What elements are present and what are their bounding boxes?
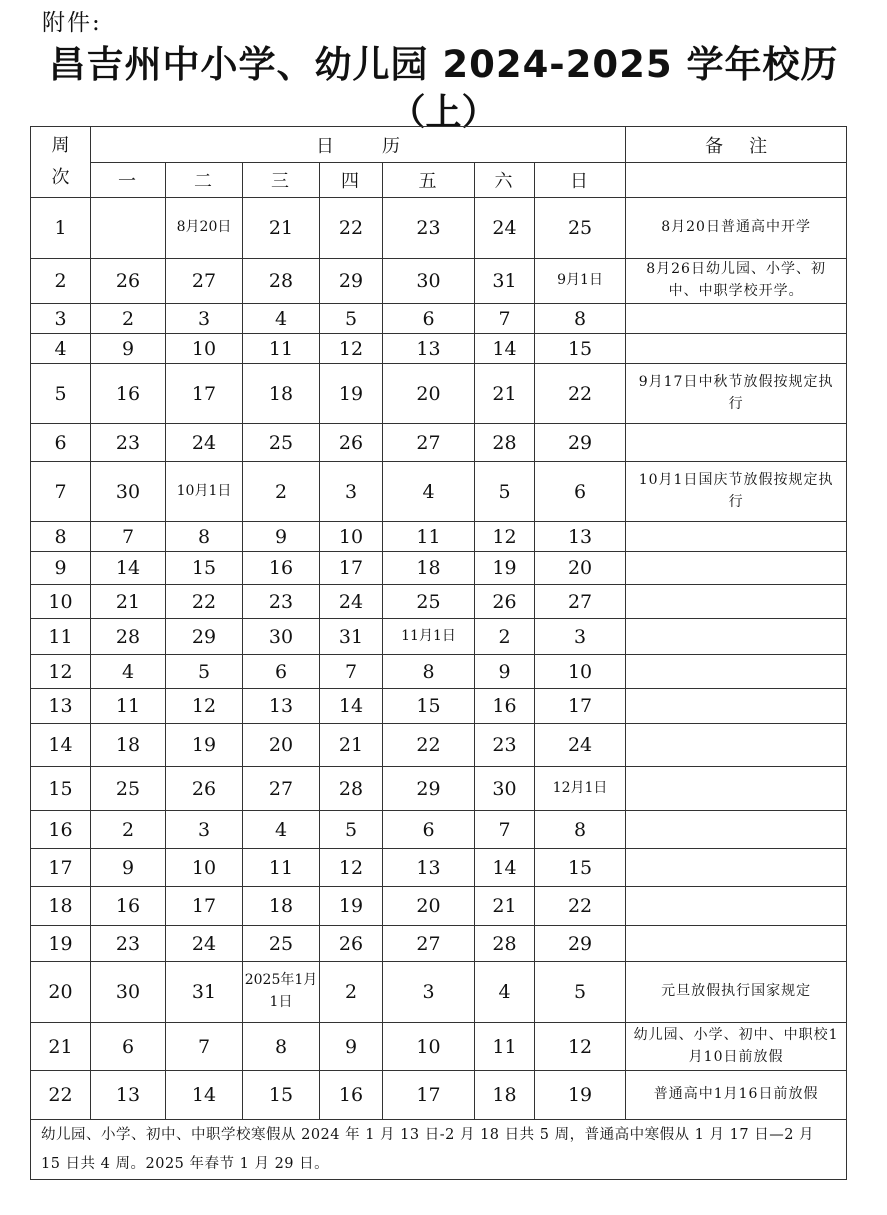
note-cell [626,887,847,926]
week-row [31,962,847,1023]
day-cell: 12 [475,522,535,552]
note-cell [626,767,847,811]
week-row [31,926,847,962]
day-cell: 6 [383,811,475,849]
week-column-header [31,127,91,198]
day-cell: 23 [91,926,166,962]
day-cell: 31 [166,962,243,1023]
week-number: 13 [31,689,91,724]
day-cell: 8月20日 [166,198,243,259]
week-number: 22 [31,1071,91,1120]
day-cell: 22 [166,585,243,619]
note-cell [626,334,847,364]
day-cell: 10 [383,1023,475,1071]
day-cell: 7 [166,1023,243,1071]
day-cell: 2 [91,304,166,334]
notes-subheader-blank [626,163,847,198]
day-cell: 5 [320,811,383,849]
week-number: 10 [31,585,91,619]
day-header: 六 [475,163,535,198]
day-cell: 25 [243,424,320,462]
attachment-label: 附件: [42,10,102,36]
day-cell: 11 [91,689,166,724]
note-cell [626,424,847,462]
day-cell: 29 [383,767,475,811]
week-number: 17 [31,849,91,887]
day-cell: 14 [320,689,383,724]
day-cell: 20 [243,724,320,767]
day-cell: 18 [91,724,166,767]
day-cell: 23 [91,424,166,462]
day-cell: 12 [535,1023,626,1071]
day-cell: 5 [166,655,243,689]
day-cell: 9月1日 [535,259,626,304]
day-cell: 24 [166,424,243,462]
day-cell: 26 [475,585,535,619]
day-cell: 22 [383,724,475,767]
day-cell: 4 [243,304,320,334]
week-header-top: 周 [51,134,70,156]
day-cell: 9 [243,522,320,552]
day-cell: 20 [535,552,626,585]
day-cell: 7 [475,811,535,849]
week-row [31,259,847,304]
day-cell: 3 [166,304,243,334]
note-cell [626,655,847,689]
week-number: 19 [31,926,91,962]
day-cell: 14 [475,334,535,364]
day-cell: 3 [320,462,383,522]
note-cell: 10月1日国庆节放假按规定执行 [626,462,847,522]
day-cell: 12 [320,334,383,364]
week-row [31,689,847,724]
day-cell: 26 [166,767,243,811]
day-header: 三 [243,163,320,198]
day-cell: 4 [475,962,535,1023]
day-cell: 10 [535,655,626,689]
week-row [31,585,847,619]
note-cell [626,585,847,619]
day-cell: 28 [243,259,320,304]
day-cell: 16 [91,887,166,926]
note-cell: 8月26日幼儿园、小学、初中、中职学校开学。 [626,259,847,304]
note-cell [626,522,847,552]
day-cell: 26 [320,424,383,462]
day-cell: 15 [243,1071,320,1120]
calendar-header [91,127,626,163]
day-header: 日 [535,163,626,198]
day-cell: 10月1日 [166,462,243,522]
week-row [31,462,847,522]
day-cell: 23 [475,724,535,767]
note-cell: 8月20日普通高中开学 [626,198,847,259]
day-cell: 22 [535,364,626,424]
week-row [31,849,847,887]
week-number: 11 [31,619,91,655]
day-cell: 18 [243,364,320,424]
page-title: 昌吉州中小学、幼儿园 2024-2025 学年校历 [48,43,839,86]
day-cell: 9 [475,655,535,689]
day-cell: 23 [383,198,475,259]
day-cell: 21 [320,724,383,767]
day-cell: 17 [383,1071,475,1120]
day-cell: 10 [166,334,243,364]
day-cell: 29 [535,424,626,462]
day-cell: 7 [320,655,383,689]
day-cell: 24 [320,585,383,619]
day-cell: 15 [535,334,626,364]
day-cell: 27 [535,585,626,619]
day-header: 五 [383,163,475,198]
week-number: 16 [31,811,91,849]
day-cell: 5 [535,962,626,1023]
day-cell: 9 [320,1023,383,1071]
day-cell: 14 [91,552,166,585]
week-number: 14 [31,724,91,767]
week-row [31,334,847,364]
day-cell: 14 [166,1071,243,1120]
day-cell: 2 [243,462,320,522]
day-cell: 21 [475,364,535,424]
day-cell: 22 [320,198,383,259]
week-number: 3 [31,304,91,334]
day-cell: 9 [91,849,166,887]
day-cell: 30 [383,259,475,304]
vacation-footnote: 幼儿园、小学、初中、中职学校寒假从 2024 年 1 月 13 日-2 月 18 日共 5 周，普通高中寒假从 1 月 17 日—2 月 15 日共 4 周。2025 年春节 1 月 29 日。 [31,1120,847,1180]
day-cell: 18 [243,887,320,926]
day-cell: 21 [475,887,535,926]
day-cell: 18 [383,552,475,585]
day-cell: 9 [91,334,166,364]
note-cell: 普通高中1月16日前放假 [626,1071,847,1120]
note-cell: 9月17日中秋节放假按规定执行 [626,364,847,424]
week-row [31,767,847,811]
day-cell: 7 [475,304,535,334]
notes-header [626,127,847,163]
day-header: 四 [320,163,383,198]
day-cell: 8 [166,522,243,552]
day-cell: 3 [166,811,243,849]
day-cell: 13 [243,689,320,724]
week-number: 4 [31,334,91,364]
day-cell: 30 [91,462,166,522]
week-row [31,304,847,334]
day-cell: 17 [320,552,383,585]
day-cell: 12 [320,849,383,887]
day-cell: 24 [475,198,535,259]
day-cell: 12月1日 [535,767,626,811]
note-cell [626,811,847,849]
school-calendar-table [30,126,847,1180]
page-subtitle: （上） [389,92,498,133]
note-cell [626,552,847,585]
day-cell: 25 [535,198,626,259]
day-cell: 31 [475,259,535,304]
day-cell: 27 [166,259,243,304]
week-number: 7 [31,462,91,522]
day-cell: 13 [535,522,626,552]
day-cell: 5 [475,462,535,522]
day-cell: 12 [166,689,243,724]
day-cell: 26 [91,259,166,304]
day-cell: 25 [243,926,320,962]
day-cell: 8 [535,811,626,849]
day-header-row [31,163,847,198]
day-cell: 31 [320,619,383,655]
day-cell: 7 [91,522,166,552]
week-row [31,522,847,552]
day-cell: 8 [535,304,626,334]
day-cell: 15 [166,552,243,585]
day-cell: 20 [383,364,475,424]
day-cell: 28 [320,767,383,811]
note-cell [626,724,847,767]
day-cell: 11 [243,334,320,364]
day-cell: 30 [475,767,535,811]
week-number: 1 [31,198,91,259]
day-cell: 25 [383,585,475,619]
day-header: 二 [166,163,243,198]
week-number: 21 [31,1023,91,1071]
week-number: 18 [31,887,91,926]
day-cell: 6 [243,655,320,689]
week-number: 8 [31,522,91,552]
day-cell: 19 [475,552,535,585]
note-cell: 元旦放假执行国家规定 [626,962,847,1023]
day-header: 一 [91,163,166,198]
day-cell: 30 [91,962,166,1023]
day-cell: 13 [383,334,475,364]
day-cell: 29 [166,619,243,655]
week-row [31,619,847,655]
day-cell: 11 [475,1023,535,1071]
week-number: 9 [31,552,91,585]
week-number: 6 [31,424,91,462]
day-cell: 27 [383,424,475,462]
day-cell: 19 [535,1071,626,1120]
day-cell: 24 [166,926,243,962]
day-cell: 4 [383,462,475,522]
day-cell: 29 [535,926,626,962]
note-cell [626,689,847,724]
day-cell: 13 [383,849,475,887]
week-row [31,811,847,849]
day-cell: 27 [383,926,475,962]
day-cell: 13 [91,1071,166,1120]
day-cell: 16 [243,552,320,585]
day-cell: 23 [243,585,320,619]
week-number: 5 [31,364,91,424]
day-cell: 16 [91,364,166,424]
day-cell: 6 [535,462,626,522]
day-cell: 6 [383,304,475,334]
day-cell: 24 [535,724,626,767]
day-cell: 14 [475,849,535,887]
day-cell: 10 [166,849,243,887]
day-cell: 2025年1月1日 [243,962,320,1023]
week-row [31,887,847,926]
day-cell: 18 [475,1071,535,1120]
week-number: 20 [31,962,91,1023]
day-cell: 4 [243,811,320,849]
week-row [31,364,847,424]
day-cell: 15 [535,849,626,887]
day-cell: 25 [91,767,166,811]
day-cell: 5 [320,304,383,334]
day-cell: 2 [320,962,383,1023]
day-cell: 16 [320,1071,383,1120]
day-cell: 11 [243,849,320,887]
day-cell: 26 [320,926,383,962]
day-cell: 20 [383,887,475,926]
day-cell: 30 [243,619,320,655]
note-cell: 幼儿园、小学、初中、中职校1月10日前放假 [626,1023,847,1071]
day-cell: 21 [91,585,166,619]
day-cell: 29 [320,259,383,304]
week-number: 12 [31,655,91,689]
week-row [31,424,847,462]
day-cell: 11月1日 [383,619,475,655]
notes-header-label: 备注 [705,135,794,157]
day-cell: 4 [91,655,166,689]
calendar-body [31,198,847,1180]
day-cell: 19 [320,887,383,926]
day-cell: 2 [475,619,535,655]
day-cell: 19 [166,724,243,767]
week-row [31,198,847,259]
week-row [31,724,847,767]
day-cell: 21 [243,198,320,259]
footer-row [31,1120,847,1180]
day-cell: 10 [320,522,383,552]
day-cell: 3 [383,962,475,1023]
day-cell: 19 [320,364,383,424]
calendar-header-label: 日历 [316,135,449,157]
note-cell [626,926,847,962]
note-cell [626,304,847,334]
day-cell: 17 [166,364,243,424]
day-cell: 2 [91,811,166,849]
day-cell: 22 [535,887,626,926]
week-row [31,552,847,585]
day-cell: 28 [475,926,535,962]
day-cell: 28 [91,619,166,655]
week-row [31,1023,847,1071]
day-cell [91,198,166,259]
day-cell: 8 [243,1023,320,1071]
day-cell: 17 [166,887,243,926]
day-cell: 27 [243,767,320,811]
note-cell [626,849,847,887]
week-header-bottom: 次 [51,167,70,188]
day-cell: 3 [535,619,626,655]
day-cell: 17 [535,689,626,724]
day-cell: 6 [91,1023,166,1071]
week-row [31,1071,847,1120]
day-cell: 8 [383,655,475,689]
day-cell: 16 [475,689,535,724]
week-row [31,655,847,689]
week-number: 15 [31,767,91,811]
day-cell: 11 [383,522,475,552]
day-cell: 28 [475,424,535,462]
day-cell: 15 [383,689,475,724]
week-number: 2 [31,259,91,304]
note-cell [626,619,847,655]
